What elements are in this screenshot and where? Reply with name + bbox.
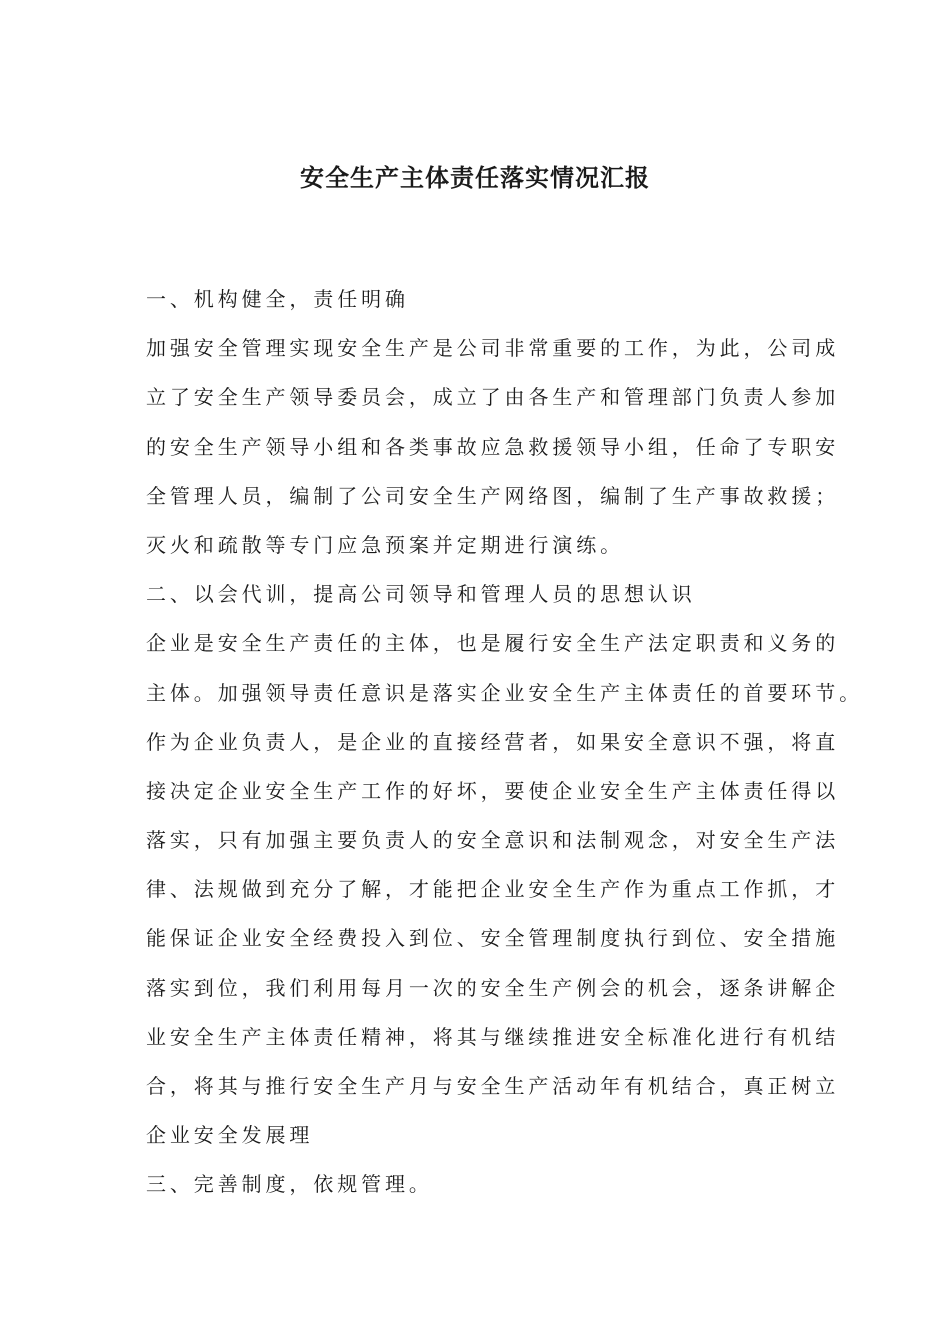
text-line: 灭火和疏散等专门应急预案并定期进行演练。 — [146, 532, 624, 557]
text-line: 接决定企业安全生产工作的好坏，要使企业安全生产主体责任得以 — [146, 778, 840, 803]
text-line: 全管理人员，编制了公司安全生产网络图，编制了生产事故救援； — [146, 483, 840, 508]
text-line: 企业安全发展理 — [146, 1123, 314, 1148]
document-title: 安全生产主体责任落实情况汇报 — [300, 163, 650, 192]
text-line: 落实，只有加强主要负责人的安全意识和法制观念，对安全生产法 — [146, 828, 840, 853]
text-line: 的安全生产领导小组和各类事故应急救援领导小组，任命了专职安 — [146, 434, 840, 459]
text-line: 业安全生产主体责任精神，将其与继续推进安全标准化进行有机结 — [146, 1024, 840, 1049]
text-line: 企业是安全生产责任的主体，也是履行安全生产法定职责和义务的 — [146, 631, 840, 656]
text-line: 立了安全生产领导委员会，成立了由各生产和管理部门负责人参加 — [146, 385, 840, 410]
text-line: 落实到位，我们利用每月一次的安全生产例会的机会，逐条讲解企 — [146, 975, 840, 1000]
section-heading-1: 一、机构健全，责任明确 — [146, 287, 409, 311]
text-line: 能保证企业安全经费投入到位、安全管理制度执行到位、安全措施 — [146, 926, 840, 951]
text-line: 律、法规做到充分了解，才能把企业安全生产作为重点工作抓，才 — [146, 877, 840, 902]
text-line: 主体。加强领导责任意识是落实企业安全生产主体责任的首要环节。 — [146, 680, 863, 705]
text-line: 合，将其与推行安全生产月与安全生产活动年有机结合，真正树立 — [146, 1074, 840, 1098]
section-heading-2: 二、以会代训，提高公司领导和管理人员的思想认识 — [146, 582, 696, 607]
section-heading-3: 三、完善制度，依规管理。 — [146, 1172, 433, 1197]
text-line: 作为企业负责人，是企业的直接经营者，如果安全意识不强，将直 — [146, 729, 840, 754]
text-line: 加强安全管理实现安全生产是公司非常重要的工作，为此，公司成 — [146, 336, 840, 361]
document-body — [146, 275, 863, 1210]
